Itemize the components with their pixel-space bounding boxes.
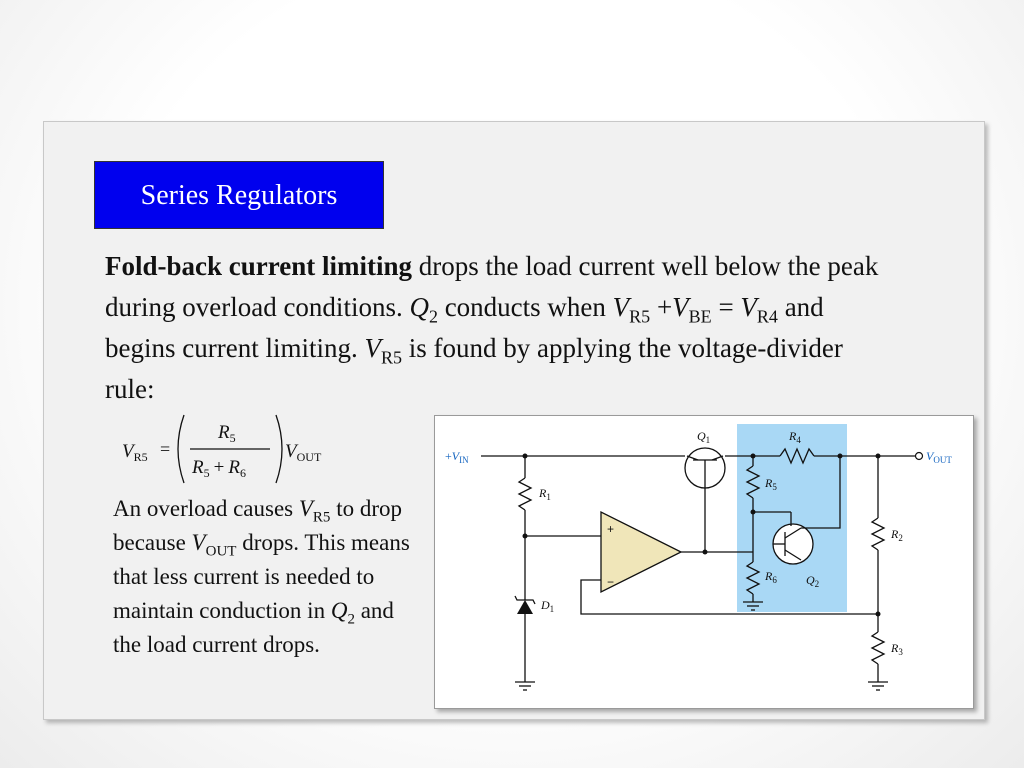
resistor-r1 <box>519 478 531 510</box>
para-text: is found by applying the voltage-divider rule: <box>105 333 843 404</box>
circuit-diagram <box>434 415 974 709</box>
formula-equals: = <box>160 439 171 459</box>
label-q1: $Q_1$ <box>697 429 711 445</box>
q-symbol: Q <box>330 598 348 623</box>
v-sub: R5 <box>312 509 331 526</box>
formula-lhs: V <box>122 441 134 462</box>
v-sub: BE <box>688 306 712 327</box>
svg-text:R5+R6 <box>191 457 246 480</box>
opamp-minus-label: − <box>607 575 615 589</box>
main-paragraph <box>105 246 885 410</box>
slide-title-text: Series Regulators <box>140 180 338 211</box>
v-sub: R5 <box>629 306 651 327</box>
plus-sign: + <box>650 292 673 322</box>
resistor-r2 <box>872 518 884 550</box>
label-r5: $R_5$ <box>765 476 777 492</box>
label-d1: $D_1$ <box>541 598 555 614</box>
para-text: conducts when <box>437 292 613 322</box>
node <box>876 612 881 617</box>
label-r3: $R_3$ <box>891 641 903 657</box>
para-text: and begins current limiting. <box>105 292 824 363</box>
bold-lead: Fold-back current limiting <box>105 251 412 281</box>
formula-den-plus: + <box>213 457 225 478</box>
circuit-svg <box>435 416 973 708</box>
zener-d1 <box>517 600 533 614</box>
formula-den-a: R <box>192 457 204 478</box>
para-text: drops the load current well below the peak during overload conditions. <box>105 251 879 322</box>
label-r2: $R_2$ <box>891 527 903 543</box>
svg-text:VR5 <box>122 441 148 464</box>
v-sub: OUT <box>205 543 237 560</box>
formula-num: R <box>218 422 230 443</box>
side-note <box>113 492 423 662</box>
label-q2: $Q_2$ <box>806 573 820 589</box>
formula-rhs: V <box>285 441 297 462</box>
vout-terminal <box>916 453 923 460</box>
label-vout: $V_{OUT}$ <box>926 449 952 465</box>
q-sub: 2 <box>347 611 355 628</box>
v-sub: R4 <box>756 306 778 327</box>
note-text: to drop because <box>113 496 402 555</box>
right-paren <box>276 415 282 483</box>
label-r1: $R_1$ <box>539 486 551 502</box>
label-vin: $+V_{IN}$ <box>445 449 469 465</box>
v-symbol: V <box>191 530 206 555</box>
voltage-divider-formula <box>118 405 348 490</box>
formula-den-b-sub: 6 <box>239 466 246 480</box>
opamp-plus-label: + <box>607 522 615 536</box>
equals-sign: = <box>711 292 741 322</box>
v-sub: R5 <box>380 347 402 368</box>
formula-den-b: R <box>228 457 240 478</box>
v-symbol: V <box>740 292 757 322</box>
v-symbol: V <box>612 292 630 322</box>
q-sub: 2 <box>428 306 438 327</box>
formula-rhs-sub: OUT <box>296 450 322 464</box>
label-r4: $R_4$ <box>789 429 801 445</box>
svg-text:VOUT <box>285 441 322 464</box>
v-symbol: V <box>364 333 381 363</box>
formula-den-a-sub: 5 <box>203 466 210 480</box>
formula-num-sub: 5 <box>229 431 236 445</box>
svg-text:R5 <box>217 422 236 445</box>
resistor-r3 <box>872 632 884 664</box>
q-symbol: Q <box>409 292 429 322</box>
left-paren <box>178 415 184 483</box>
label-r6: $R_6$ <box>765 569 777 585</box>
v-symbol: V <box>672 292 689 322</box>
note-text: drops. This means that less current is needed to maintain conduction in <box>113 530 410 623</box>
note-text: An overload causes <box>113 496 299 521</box>
note-text: and the load current drops. <box>113 598 394 657</box>
slide-title <box>94 161 384 229</box>
formula-lhs-sub: R5 <box>133 450 148 464</box>
v-symbol: V <box>298 496 313 521</box>
